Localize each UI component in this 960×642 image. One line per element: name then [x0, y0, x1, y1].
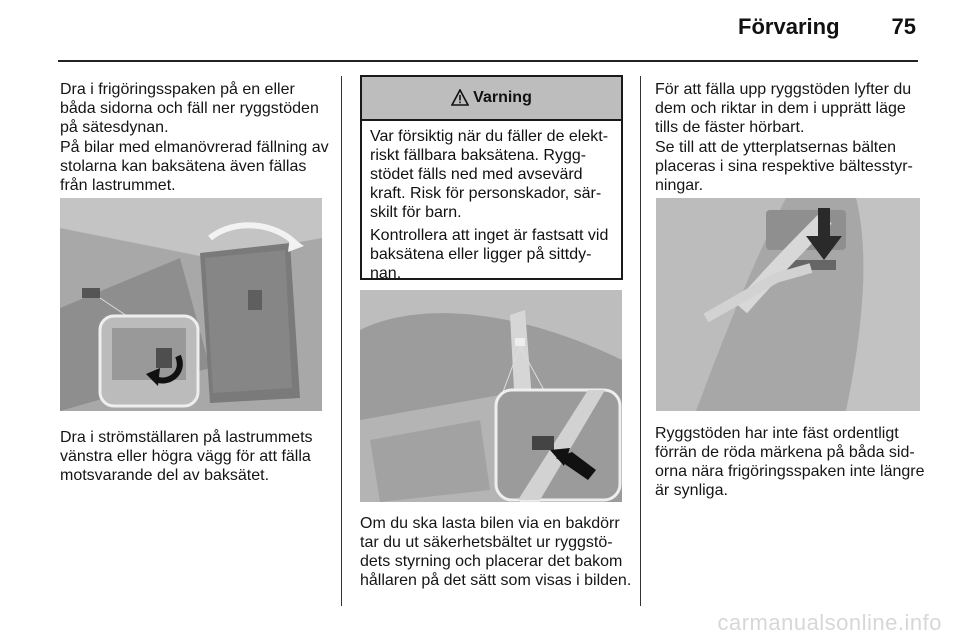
warning-title: Varning	[473, 89, 532, 106]
col1-para2: På bilar med elmanövrerad fällning av stolarna kan baksätena även fällas från lastrummet.	[60, 139, 329, 194]
seatback-markings-image	[656, 198, 920, 411]
col1-para1: Dra i frigöringsspaken på en eller båda sidorna och fäll ner ryggstöden på sätesdynan.	[60, 81, 319, 136]
warning-icon	[451, 89, 469, 107]
header-rule	[58, 60, 918, 62]
page-title: Förvaring	[738, 14, 840, 39]
col3-para1: För att fälla upp ryggstöden lyfter du dem och riktar in dem i upprätt läge tills de fäster hörbart.	[655, 81, 912, 136]
seatbelt-holder-illustration	[360, 290, 622, 502]
footer-watermark: carmanualsonline.info	[717, 610, 942, 635]
column-divider	[640, 76, 641, 606]
col1-para3: Dra i strömställaren på lastrummets vänstra eller högra vägg för att fälla motsvarande del av baksätet.	[60, 429, 313, 484]
warning-body	[362, 121, 621, 283]
column-divider	[341, 76, 342, 606]
cargo-area-illustration	[60, 198, 322, 411]
warning-text-1: Var försiktig när du fäller de elekt-riskt fällbara baksätena. Rygg-stödet fälls ned med avsevärd kraft. Risk för personskador, sär-skilt för barn.	[370, 128, 609, 221]
seatbelt-holder-image	[360, 290, 622, 502]
col3-para3: Ryggstöden har inte fäst ordentligt förrän de röda märkena på båda sid-orna nära frigöringsspaken inte längre är synliga.	[655, 425, 925, 499]
col3-para2: Se till att de ytterplatsernas bälten placeras i sina respektive bältesstyr-ningar.	[655, 139, 913, 194]
cargo-area-switch-image	[60, 198, 322, 411]
warning-header	[362, 77, 621, 121]
warning-text-2: Kontrollera att inget är fastsatt vid baksätena eller ligger på sittdy-nan.	[370, 227, 609, 282]
page-number: 75	[891, 14, 916, 39]
seatback-markings-illustration	[656, 198, 920, 411]
col2-para1: Om du ska lasta bilen via en bakdörr tar du ut säkerhetsbältet ur ryggstö-dets styrning och placerar det bakom hållaren på det sätt som visas i bilden.	[360, 515, 632, 589]
page-header	[738, 14, 916, 46]
warning-box	[360, 75, 623, 280]
